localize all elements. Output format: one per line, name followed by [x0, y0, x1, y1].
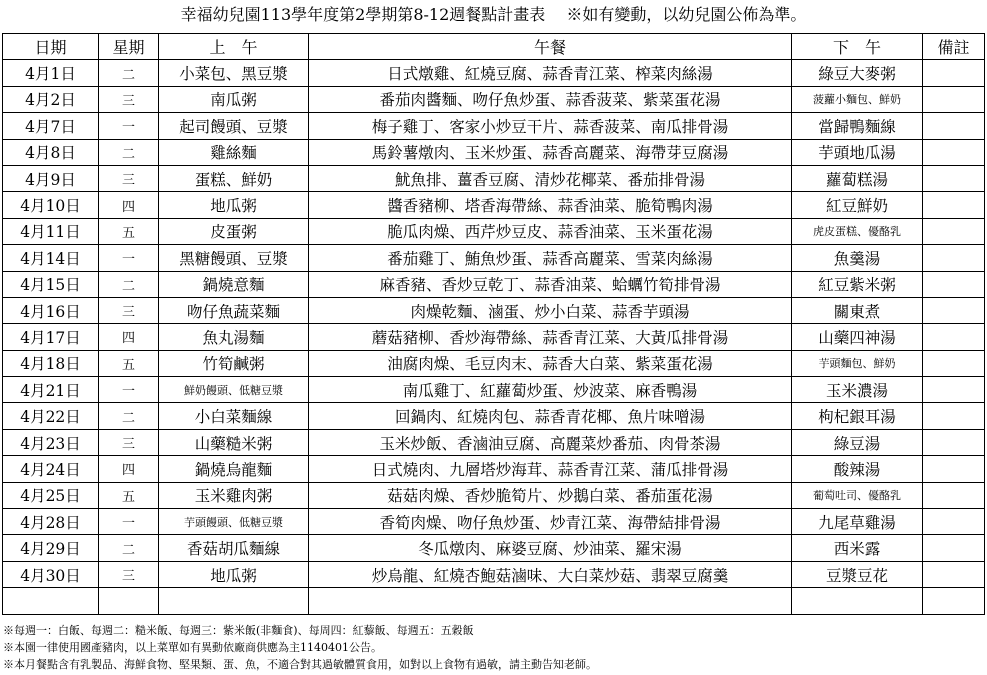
- note-cell: [923, 165, 985, 191]
- weekday-cell: 三: [99, 86, 159, 112]
- note-cell: [923, 482, 985, 508]
- note-cell: [923, 535, 985, 561]
- morning-cell: 蛋糕、鮮奶: [159, 165, 309, 191]
- morning-cell: 鍋燒意麵: [159, 271, 309, 297]
- table-row: [3, 429, 985, 455]
- morning-cell: 雞絲麵: [159, 139, 309, 165]
- date-cell: 4月15日: [3, 271, 99, 297]
- table-row: [3, 509, 985, 535]
- date-cell: 4月10日: [3, 192, 99, 218]
- weekday-cell: 一: [99, 509, 159, 535]
- morning-cell: 鮮奶饅頭、低糖豆漿: [159, 377, 309, 403]
- footnote-allergy: ※本月餐點含有乳製品、海鮮食物、堅果類、蛋、魚，不適合對其過敏體質食用，如對以上食物有過敏，請主動告知老師。: [3, 658, 597, 671]
- date-cell: 4月7日: [3, 113, 99, 139]
- afternoon-cell: 枸杞銀耳湯: [792, 403, 923, 429]
- note-cell: [923, 218, 985, 244]
- table-row: [3, 403, 985, 429]
- table-row: [3, 324, 985, 350]
- lunch-cell: 魷魚排、薑香豆腐、清炒花椰菜、番茄排骨湯: [309, 165, 792, 191]
- table-row: [3, 377, 985, 403]
- date-cell: 4月30日: [3, 561, 99, 587]
- weekday-cell: 一: [99, 113, 159, 139]
- afternoon-cell: 玉米濃湯: [792, 377, 923, 403]
- date-cell: 4月8日: [3, 139, 99, 165]
- date-cell: 4月16日: [3, 297, 99, 323]
- date-header: 日期: [3, 34, 99, 60]
- weekday-cell: 三: [99, 561, 159, 587]
- morning-cell: 皮蛋粥: [159, 218, 309, 244]
- note-header: 備註: [923, 34, 985, 60]
- morning-cell: 小白菜麵線: [159, 403, 309, 429]
- table-row: [3, 561, 985, 587]
- lunch-cell: 日式燉雞、紅燒豆腐、蒜香青江菜、榨菜肉絲湯: [309, 60, 792, 86]
- afternoon-cell: 豆漿豆花: [792, 561, 923, 587]
- lunch-cell: 醬香豬柳、塔香海帶絲、蒜香油菜、脆筍鴨肉湯: [309, 192, 792, 218]
- table-row: [3, 350, 985, 376]
- weekday-cell: 五: [99, 218, 159, 244]
- weekday-cell: 二: [99, 403, 159, 429]
- lunch-cell: 香筍肉燥、吻仔魚炒蛋、炒青江菜、海帶結排骨湯: [309, 509, 792, 535]
- morning-cell: 竹筍鹹粥: [159, 350, 309, 376]
- note-cell: [923, 297, 985, 323]
- note-cell: [923, 324, 985, 350]
- table-row: [3, 165, 985, 191]
- date-cell: 4月28日: [3, 509, 99, 535]
- date-cell: 4月22日: [3, 403, 99, 429]
- afternoon-cell: 芋頭麵包、鮮奶: [792, 350, 923, 376]
- weekday-cell: 三: [99, 297, 159, 323]
- morning-cell: 魚丸湯麵: [159, 324, 309, 350]
- footnote-rice: ※每週一：白飯、每週二：糙米飯、每週三：紫米飯(非麵食)、每周四：紅藜飯、每週五：五穀飯: [3, 624, 474, 637]
- weekday-cell: 三: [99, 429, 159, 455]
- note-cell: [923, 403, 985, 429]
- date-cell: 4月24日: [3, 456, 99, 482]
- lunch-cell: 冬瓜燉肉、麻婆豆腐、炒油菜、羅宋湯: [309, 535, 792, 561]
- afternoon-cell: 山藥四神湯: [792, 324, 923, 350]
- date-cell: 4月17日: [3, 324, 99, 350]
- table-row: [3, 297, 985, 323]
- weekday-cell: [99, 588, 159, 614]
- weekday-cell: 一: [99, 245, 159, 271]
- note-cell: [923, 561, 985, 587]
- date-cell: 4月29日: [3, 535, 99, 561]
- weekday-cell: 四: [99, 324, 159, 350]
- lunch-cell: 番茄雞丁、鮪魚炒蛋、蒜香高麗菜、雪菜肉絲湯: [309, 245, 792, 271]
- weekday-cell: 二: [99, 60, 159, 86]
- morning-cell: 玉米雞肉粥: [159, 482, 309, 508]
- note-cell: [923, 139, 985, 165]
- header-row: [3, 34, 985, 60]
- meal-plan-table: [2, 33, 985, 615]
- afternoon-cell: 關東煮: [792, 297, 923, 323]
- weekday-cell: 五: [99, 350, 159, 376]
- lunch-cell: 脆瓜肉燥、西芹炒豆皮、蒜香油菜、玉米蛋花湯: [309, 218, 792, 244]
- afternoon-cell: 虎皮蛋糕、優酪乳: [792, 218, 923, 244]
- footnote-pork: ※本園一律使用國產豬肉，以上菜單如有異動依廠商供應為主1140401公告。: [3, 641, 382, 654]
- lunch-cell: 回鍋肉、紅燒肉包、蒜香青花椰、魚片味噌湯: [309, 403, 792, 429]
- afternoon-cell: 西米露: [792, 535, 923, 561]
- note-cell: [923, 350, 985, 376]
- weekday-cell: 四: [99, 456, 159, 482]
- lunch-cell: 玉米炒飯、香滷油豆腐、高麗菜炒番茄、肉骨茶湯: [309, 429, 792, 455]
- lunch-cell: 番茄肉醬麵、吻仔魚炒蛋、蒜香菠菜、紫菜蛋花湯: [309, 86, 792, 112]
- weekday-cell: 二: [99, 271, 159, 297]
- morning-cell: 地瓜粥: [159, 561, 309, 587]
- table-row: [3, 86, 985, 112]
- table-row: [3, 456, 985, 482]
- table-row: [3, 271, 985, 297]
- lunch-cell: 肉燥乾麵、滷蛋、炒小白菜、蒜香芋頭湯: [309, 297, 792, 323]
- lunch-cell: 蘑菇豬柳、香炒海帶絲、蒜香青江菜、大黃瓜排骨湯: [309, 324, 792, 350]
- afternoon-cell: [792, 588, 923, 614]
- afternoon-cell: 芋頭地瓜湯: [792, 139, 923, 165]
- morning-cell: 起司饅頭、豆漿: [159, 113, 309, 139]
- morning-cell: 鍋燒烏龍麵: [159, 456, 309, 482]
- note-cell: [923, 456, 985, 482]
- note-cell: [923, 86, 985, 112]
- afternoon-cell: 紅豆紫米粥: [792, 271, 923, 297]
- weekday-cell: 二: [99, 535, 159, 561]
- weekday-cell: 一: [99, 377, 159, 403]
- weekday-header: 星期: [99, 34, 159, 60]
- page-title: 幸福幼兒園113學年度第2學期第8-12週餐點計畫表 ※如有變動，以幼兒園公佈為準。: [180, 5, 807, 24]
- afternoon-cell: 葡萄吐司、優酪乳: [792, 482, 923, 508]
- note-cell: [923, 588, 985, 614]
- table-row: [3, 192, 985, 218]
- lunch-cell: 炒烏龍、紅燒杏鮑菇滷味、大白菜炒菇、翡翠豆腐羹: [309, 561, 792, 587]
- morning-cell: 南瓜粥: [159, 86, 309, 112]
- lunch-cell: 梅子雞丁、客家小炒豆干片、蒜香菠菜、南瓜排骨湯: [309, 113, 792, 139]
- lunch-cell: 南瓜雞丁、紅蘿蔔炒蛋、炒波菜、麻香鴨湯: [309, 377, 792, 403]
- date-cell: 4月14日: [3, 245, 99, 271]
- note-cell: [923, 245, 985, 271]
- note-cell: [923, 192, 985, 218]
- morning-cell: 芋頭饅頭、低糖豆漿: [159, 509, 309, 535]
- date-cell: 4月9日: [3, 165, 99, 191]
- morning-cell: 山藥糙米粥: [159, 429, 309, 455]
- afternoon-cell: 綠豆湯: [792, 429, 923, 455]
- lunch-cell: 麻香豬、香炒豆乾丁、蒜香油菜、蛤蠣竹筍排骨湯: [309, 271, 792, 297]
- morning-cell: 小菜包、黑豆漿: [159, 60, 309, 86]
- date-cell: 4月11日: [3, 218, 99, 244]
- table-row: [3, 245, 985, 271]
- afternoon-cell: 九尾草雞湯: [792, 509, 923, 535]
- lunch-cell: 油腐肉燥、毛豆肉末、蒜香大白菜、紫菜蛋花湯: [309, 350, 792, 376]
- morning-cell: 黑糖饅頭、豆漿: [159, 245, 309, 271]
- afternoon-cell: 當歸鴨麵線: [792, 113, 923, 139]
- table-row: [3, 113, 985, 139]
- note-cell: [923, 271, 985, 297]
- lunch-cell: 日式燒肉、九層塔炒海茸、蒜香青江菜、蒲瓜排骨湯: [309, 456, 792, 482]
- afternoon-cell: 魚羹湯: [792, 245, 923, 271]
- lunch-cell: 馬鈴薯燉肉、玉米炒蛋、蒜香高麗菜、海帶芽豆腐湯: [309, 139, 792, 165]
- note-cell: [923, 60, 985, 86]
- date-cell: 4月2日: [3, 86, 99, 112]
- afternoon-cell: 綠豆大麥粥: [792, 60, 923, 86]
- note-cell: [923, 377, 985, 403]
- table-row: [3, 139, 985, 165]
- note-cell: [923, 429, 985, 455]
- date-cell: 4月1日: [3, 60, 99, 86]
- morning-cell: [159, 588, 309, 614]
- date-cell: [3, 588, 99, 614]
- afternoon-cell: 酸辣湯: [792, 456, 923, 482]
- table-row: [3, 535, 985, 561]
- note-cell: [923, 113, 985, 139]
- lunch-cell: 菇菇肉燥、香炒脆筍片、炒鵝白菜、番茄蛋花湯: [309, 482, 792, 508]
- table-row: [3, 482, 985, 508]
- date-cell: 4月23日: [3, 429, 99, 455]
- table-row: [3, 60, 985, 86]
- weekday-cell: 四: [99, 192, 159, 218]
- afternoon-header: 下 午: [792, 34, 923, 60]
- date-cell: 4月25日: [3, 482, 99, 508]
- note-cell: [923, 509, 985, 535]
- date-cell: 4月18日: [3, 350, 99, 376]
- morning-cell: 地瓜粥: [159, 192, 309, 218]
- morning-header: 上 午: [159, 34, 309, 60]
- lunch-cell: [309, 588, 792, 614]
- footnotes: [3, 622, 597, 673]
- afternoon-cell: 紅豆鮮奶: [792, 192, 923, 218]
- afternoon-cell: 蘿蔔糕湯: [792, 165, 923, 191]
- weekday-cell: 二: [99, 139, 159, 165]
- afternoon-cell: 菠蘿小麵包、鮮奶: [792, 86, 923, 112]
- morning-cell: 吻仔魚蔬菜麵: [159, 297, 309, 323]
- weekday-cell: 三: [99, 165, 159, 191]
- table-row: [3, 218, 985, 244]
- weekday-cell: 五: [99, 482, 159, 508]
- morning-cell: 香菇胡瓜麵線: [159, 535, 309, 561]
- table-row: [3, 588, 985, 614]
- lunch-header: 午餐: [309, 34, 792, 60]
- date-cell: 4月21日: [3, 377, 99, 403]
